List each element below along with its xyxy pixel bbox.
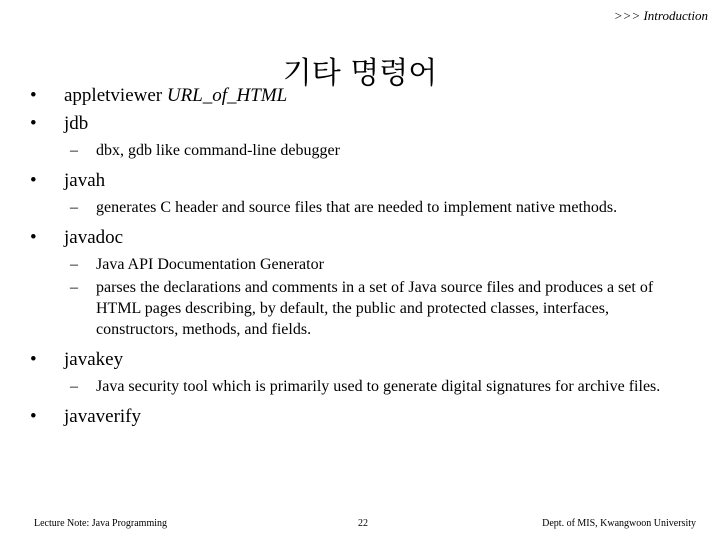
- sub-bullet-text: dbx, gdb like command-line debugger: [96, 142, 340, 159]
- bullet-list: [30, 84, 690, 433]
- dash-icon: –: [70, 378, 78, 395]
- section-tag: >>> Introduction: [613, 8, 708, 23]
- command-name: javah: [64, 170, 106, 191]
- sub-bullet-text: Java API Documentation Generator: [96, 256, 324, 273]
- command-argument: URL_of_HTML: [166, 85, 288, 106]
- footer-course: Lecture Note: Java Programming: [34, 518, 168, 529]
- command-name: appletviewer: [64, 85, 163, 106]
- command-name: javakey: [64, 349, 124, 370]
- sub-bullet-text: parses the declarations and comments in a set of Java source files and produces a set of HTML pages describing, by default, the public and protected classes, interfaces, constructors, methods, and fields.: [96, 279, 654, 338]
- dash-icon: –: [70, 279, 78, 296]
- slide-title: 기타 명령어: [282, 56, 438, 92]
- bullet-javaverify: [30, 405, 690, 429]
- bullet-dot-icon: •: [30, 227, 37, 248]
- bullet-dot-icon: •: [30, 170, 37, 191]
- command-name: javadoc: [64, 227, 124, 248]
- bullet-javah: [30, 169, 690, 193]
- sub-bullet-javah: [30, 197, 690, 218]
- bullet-dot-icon: •: [30, 85, 37, 106]
- sub-bullet-javakey: [30, 376, 690, 397]
- sub-bullet-javadoc-1: [30, 254, 690, 275]
- footer-page-number: 22: [358, 518, 368, 529]
- sub-bullet-text: generates C header and source files that are needed to implement native methods.: [96, 199, 618, 216]
- sub-bullet-jdb: [30, 140, 690, 161]
- command-name: javaverify: [64, 406, 142, 427]
- bullet-appletviewer: [30, 84, 690, 108]
- bullet-dot-icon: •: [30, 349, 37, 370]
- bullet-javakey: [30, 348, 690, 372]
- dash-icon: –: [70, 256, 78, 273]
- bullet-dot-icon: •: [30, 113, 37, 134]
- command-name: jdb: [64, 113, 89, 134]
- bullet-javadoc: [30, 226, 690, 250]
- dash-icon: –: [70, 199, 78, 216]
- bullet-dot-icon: •: [30, 406, 37, 427]
- sub-bullet-text: Java security tool which is primarily used to generate digital signatures for archive files.: [96, 378, 661, 395]
- dash-icon: –: [70, 142, 78, 159]
- sub-bullet-javadoc-2: [30, 277, 690, 340]
- footer-department: Dept. of MIS, Kwangwoon University: [542, 518, 696, 529]
- bullet-jdb: [30, 112, 690, 136]
